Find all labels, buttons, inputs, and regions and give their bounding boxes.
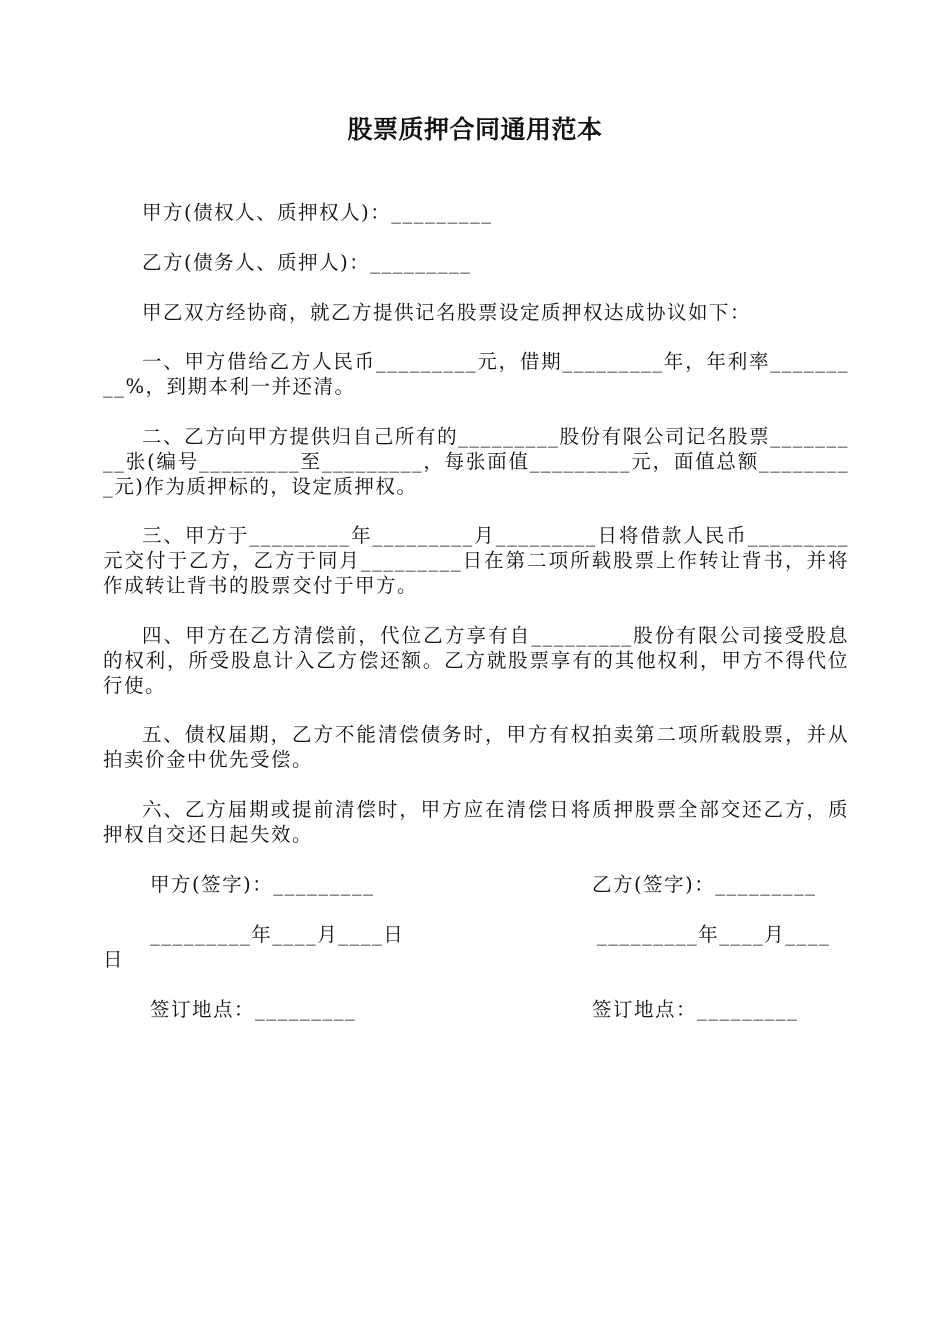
party-a-line: 甲方(债权人、质押权人)：_________ xyxy=(142,201,493,224)
clause-3: 三、甲方于_________年_________月_________日将借款人民币_________元交付于乙方，乙方于同月_________日在第二项所载股票上作转让背书，并将作成转让背书的股票交付于甲方。 xyxy=(103,524,849,597)
clause-6: 六、乙方届期或提前清偿时，甲方应在清偿日将质押股票全部交还乙方，质押权自交还日起失效。 xyxy=(103,798,849,846)
party-a-date: _________年____月____日 xyxy=(150,923,405,946)
party-a-signature: 甲方(签字)：_________ xyxy=(150,873,375,896)
party-b-line: 乙方(债务人、质押人)：_________ xyxy=(142,251,472,274)
party-a-place: 签订地点：_________ xyxy=(150,998,357,1021)
document-title: 股票质押合同通用范本 xyxy=(347,115,603,144)
party-b-signature: 乙方(签字)：_________ xyxy=(592,873,817,896)
date-wrap-day: 日 xyxy=(103,948,125,971)
party-b-place: 签订地点：_________ xyxy=(592,998,799,1021)
clause-2: 二、乙方向甲方提供归自己所有的_________股份有限公司记名股票_________张(编号_________至_________，每张面值_________元，面值总额_________元)作为质押标的，设定质押权。 xyxy=(103,425,849,498)
preamble: 甲乙双方经协商，就乙方提供记名股票设定质押权达成协议如下： xyxy=(142,301,752,324)
clause-4: 四、甲方在乙方清偿前，代位乙方享有自_________股份有限公司接受股息的权利，所受股息计入乙方偿还额。乙方就股票享有的其他权利，甲方不得代位行使。 xyxy=(103,624,849,697)
clause-1: 一、甲方借给乙方人民币_________元，借期_________年，年利率_________%，到期本利一并还清。 xyxy=(103,350,849,398)
party-b-date: _________年____月____ xyxy=(597,923,831,946)
clause-5: 五、债权届期，乙方不能清偿债务时，甲方有权拍卖第二项所载股票，并从拍卖价金中优先受偿。 xyxy=(103,723,849,771)
